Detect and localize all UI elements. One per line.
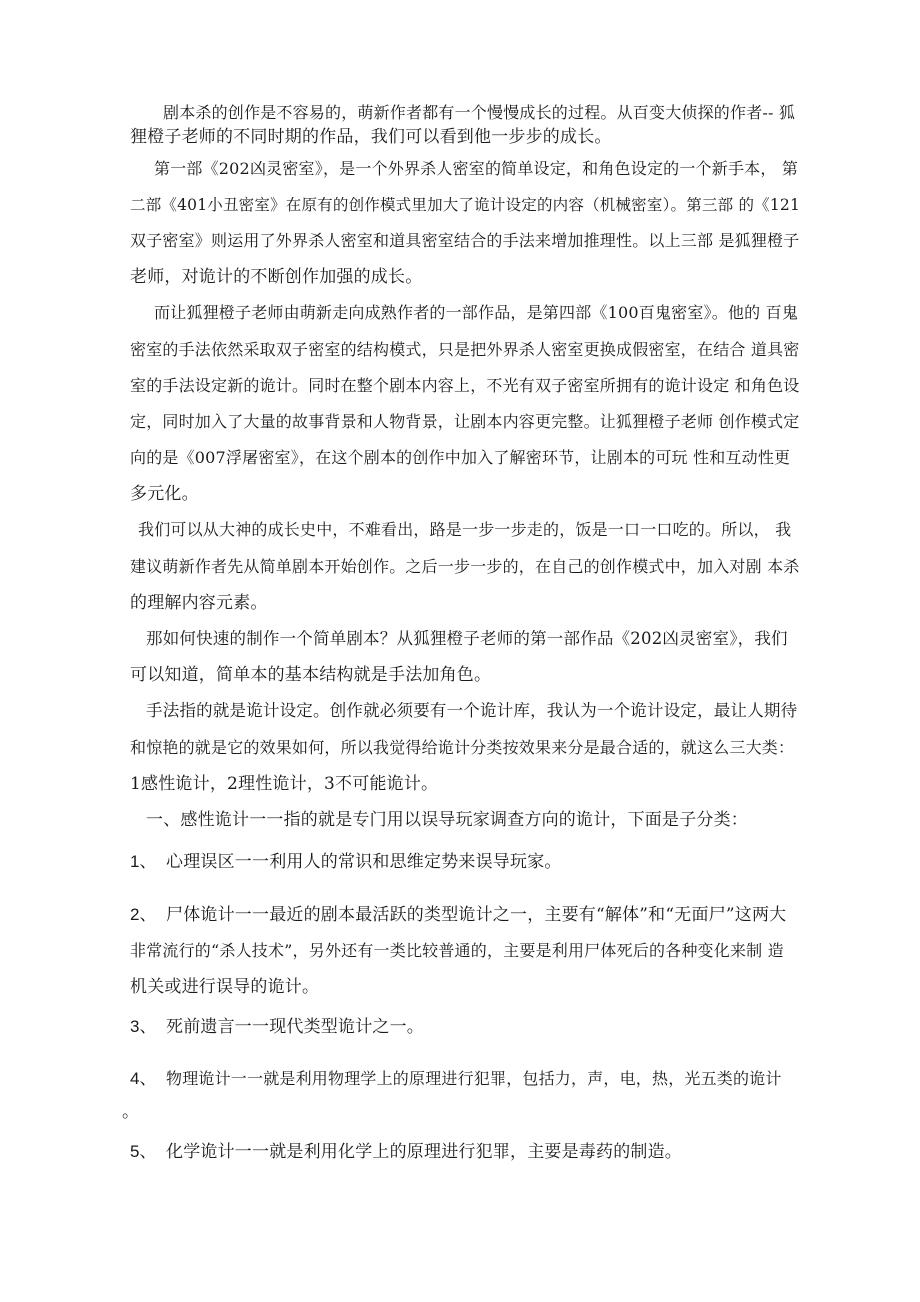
list-item-5-line-1: 化学诡计一一就是利用化学上的原理进行犯罪，主要是毒药的制造。 <box>166 1142 682 1162</box>
paragraph-1-line-1: 剧本杀的创作是不容易的，萌新作者都有一个慢慢成长的过程。从百变大侦探的作者-- 狐 <box>163 103 796 122</box>
paragraph-4-line-2: 建议萌新作者先从简单剧本开始创作。之后一步一步的，在自己的创作模式中，加入对剧 本杀 <box>130 557 800 576</box>
paragraph-7-line-1: 一、感性诡计一一指的就是专门用以误导玩家调查方向的诡计，下面是子分类： <box>146 810 748 830</box>
list-item-2-line-3: 机关或进行误导的诡计。 <box>130 977 320 997</box>
paragraph-3-line-5: 向的是《007浮屠密室》，在这个剧本的创作中加入了解密环节，让剧本的可玩 性和互动性更 <box>130 448 791 467</box>
paragraph-6-line-3: 1感性诡计，2理性诡计，3不可能诡计。 <box>130 774 439 794</box>
list-item-4-line-1: 物理诡计一一就是利用物理学上的原理进行犯罪，包括力，声，电，热，光五类的诡计 <box>166 1069 782 1088</box>
paragraph-2-line-2: 二部《401小丑密室》在原有的创作模式里加大了诡计设定的内容（机械密室）。第三部 的《121 <box>130 196 801 214</box>
list-item-3-line-1: 死前遗言一一现代类型诡计之一。 <box>166 1017 424 1037</box>
paragraph-2-line-3: 双子密室》则运用了外界杀人密室和道具密室结合的手法来增加推理性。以上三部 是狐狸橙子 <box>130 231 800 250</box>
paragraph-3-line-2: 密室的手法依然采取双子密室的结构模式，只是把外界杀人密室更换成假密室，在结合 道具密 <box>130 340 800 359</box>
list-item-2-line-2: 非常流行的“杀人技术”，另外还有一类比较普通的，主要是利用尸体死后的各种变化来制 造 <box>130 941 784 960</box>
list-item-2-number: 2、 <box>130 905 157 924</box>
paragraph-1-line-2: 狸橙子老师的不同时期的作品，我们可以看到他一步步的成长。 <box>130 127 612 147</box>
paragraph-2-line-4: 老师，对诡计的不断创作加强的成长。 <box>130 267 423 287</box>
paragraph-4-line-3: 的理解内容元素。 <box>130 593 268 613</box>
list-item-4-line-2: 。 <box>122 1102 140 1122</box>
paragraph-5-line-2: 可以知道，简单本的基本结构就是手法加角色。 <box>130 665 492 685</box>
list-item-5-number: 5、 <box>130 1142 157 1161</box>
paragraph-6-line-1: 手法指的就是诡计设定。创作就必须要有一个诡计库，我认为一个诡计设定，最让人期待 <box>146 701 798 720</box>
list-item-1-number: 1、 <box>130 852 157 871</box>
list-item-1-line-1: 心理误区一一利用人的常识和思维定势来误导玩家。 <box>166 852 562 872</box>
list-item-3-number: 3、 <box>130 1017 157 1036</box>
list-item-4-number: 4、 <box>130 1069 157 1088</box>
paragraph-2-line-1: 第一部《202凶灵密室》，是一个外界杀人密室的简单设定，和角色设定的一个新手本， 第 <box>154 159 799 178</box>
paragraph-3-line-1: 而让狐狸橙子老师由萌新走向成熟作者的一部作品，是第四部《100百鬼密室》。他的 百鬼 <box>154 303 799 322</box>
paragraph-3-line-6: 多元化。 <box>130 484 199 504</box>
list-item-2-line-1: 尸体诡计一一最近的剧本最活跃的类型诡计之一，主要有“解体”和“无面尸”这两大 <box>166 905 787 925</box>
paragraph-5-line-1: 那如何快速的制作一个简单剧本？从狐狸橙子老师的第一部作品《202凶灵密室》，我们 <box>146 629 788 648</box>
paragraph-6-line-2: 和惊艳的就是它的效果如何，所以我觉得给诡计分类按效果来分是最合适的，就这么三大类： <box>130 738 795 757</box>
paragraph-4-line-1: 我们可以从大神的成长史中，不难看出，路是一步一步走的，饭是一口一口吃的。所以， 我 <box>138 520 792 539</box>
paragraph-3-line-3: 室的手法设定新的诡计。同时在整个剧本内容上，不光有双子密室所拥有的诡计设定 和角色设 <box>130 376 800 395</box>
paragraph-3-line-4: 定，同时加入了大量的故事背景和人物背景，让剧本内容更完整。让狐狸橙子老师 创作模式定 <box>130 412 800 431</box>
